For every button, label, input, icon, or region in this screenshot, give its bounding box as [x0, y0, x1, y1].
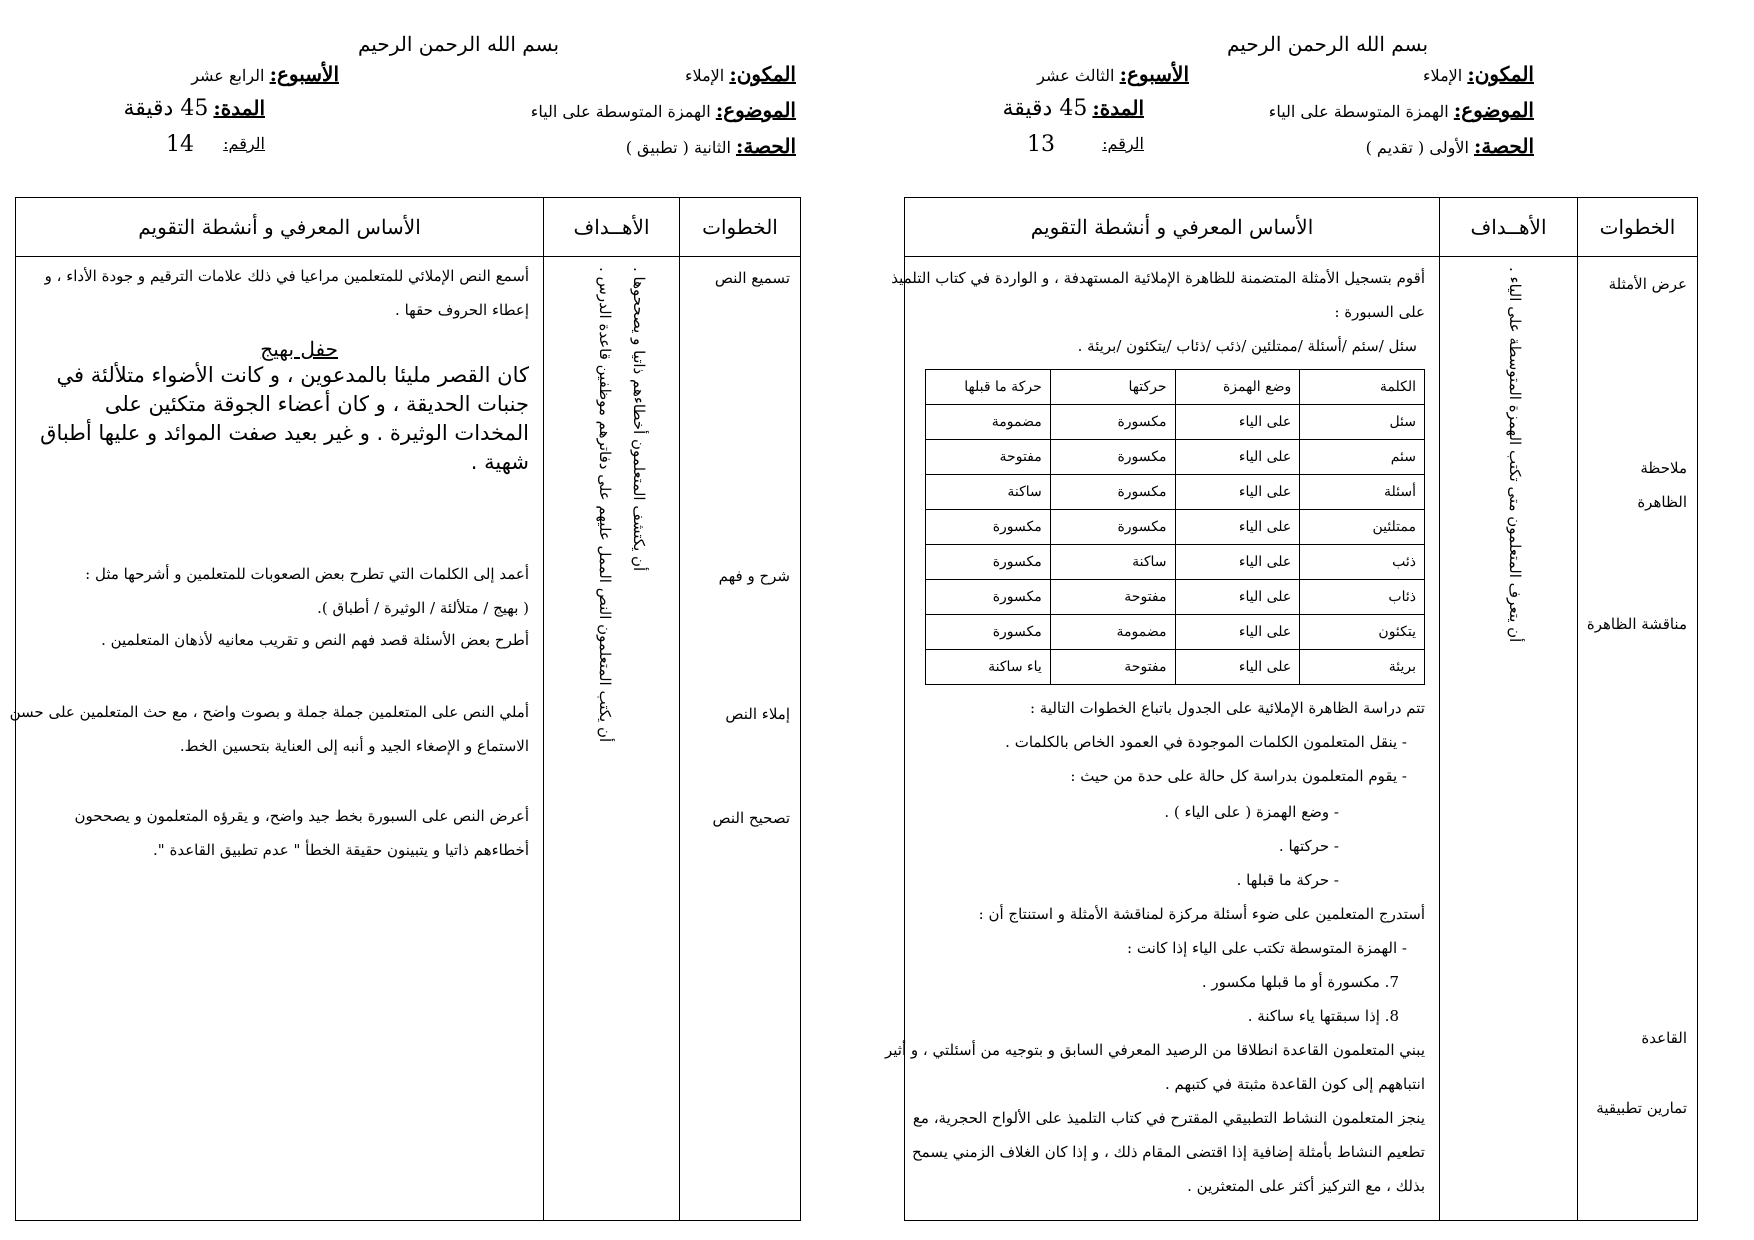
table-cell: مكسورة: [1050, 405, 1175, 440]
duration-value: 45 دقيقة: [1002, 96, 1088, 121]
dictation-line: الاستماع و الإصغاء الجيد و أنبه إلى العناية بتحسين الخط.: [179, 737, 529, 755]
week-field: [1037, 62, 1189, 86]
content-line: تطعيم النشاط بأمثلة إضافية إذا اقتضى المقام ذلك ، و إذا كان الغلاف الزمني يسمح: [911, 1143, 1425, 1161]
table-cell: على الياء: [1175, 615, 1300, 650]
content-column: [9, 257, 544, 1221]
week-label: الأسبوع:: [1119, 62, 1189, 86]
table-cell: يتكئون: [1300, 615, 1425, 650]
table-row: [926, 475, 1425, 510]
content-line: - وضع الهمزة ( على الياء ) .: [1164, 803, 1339, 821]
table-header: وضع الهمزة: [1175, 370, 1300, 405]
table-cell: على الياء: [1175, 580, 1300, 615]
table-cell: مكسورة: [926, 545, 1051, 580]
table-cell: مفتوحة: [1050, 650, 1175, 685]
topic-label: الموضوع:: [715, 98, 796, 122]
step-correction: تصحيح النص: [712, 809, 790, 827]
intro-line: على السبورة :: [1334, 303, 1425, 321]
table-cell: ساكنة: [1050, 545, 1175, 580]
table-row: [926, 440, 1425, 475]
table-cell: ساكنة: [926, 475, 1051, 510]
lesson-table: [884, 197, 1698, 1221]
objectives-column: [1440, 257, 1578, 1221]
table-cell: ياء ساكنة: [926, 650, 1051, 685]
content-line: ينجز المتعلمون النشاط التطبيقي المقترح في كتاب التلميذ على الألواح الحجرية، مع: [912, 1109, 1425, 1127]
analysis-table: [925, 369, 1425, 685]
explain-line: أعمد إلى الكلمات التي تطرح بعض الصعوبات للمتعلمين و أشرحها مثل :: [85, 565, 529, 583]
table-cell: بريئة: [1300, 650, 1425, 685]
topic-field: [1269, 98, 1534, 122]
content-line: - الهمزة المتوسطة تكتب على الياء إذا كانت :: [1127, 939, 1407, 957]
content-line: 8. إذا سبقتها ياء ساكنة .: [1247, 1007, 1399, 1025]
table-cell: على الياء: [1175, 405, 1300, 440]
explain-line: ( بهيج / متلألئة / الوثيرة / أطباق ).: [317, 599, 529, 617]
step-listening: تسميع النص: [714, 269, 790, 287]
component-field: [1423, 62, 1534, 86]
step-observe: ملاحظة: [1640, 459, 1687, 477]
table-row: [926, 580, 1425, 615]
objective-text: أن يتعرف المتعلمون متى تكتب الهمزة المتوسطة على الياء .: [1506, 267, 1524, 643]
correction-line: أعرض النص على السبورة بخط جيد واضح، و يقرؤه المتعلمون و يصححون: [74, 807, 529, 825]
component-value: الإملاء: [1423, 66, 1463, 85]
topic-value: الهمزة المتوسطة على الياء: [1268, 102, 1449, 121]
week-label: الأسبوع:: [269, 62, 339, 86]
step-examples: عرض الأمثلة: [1608, 275, 1687, 293]
content-line: - حركة ما قبلها .: [1236, 871, 1339, 889]
table-cell: مكسورة: [1050, 510, 1175, 545]
table-cell: على الياء: [1175, 510, 1300, 545]
table-header: حركة ما قبلها: [926, 370, 1051, 405]
passage-title: حفل بهيج: [260, 337, 338, 361]
component-field: [685, 62, 796, 86]
component-value: الإملاء: [685, 66, 725, 85]
table-cell: مكسورة: [1050, 475, 1175, 510]
table-cell: ذئب: [1300, 545, 1425, 580]
intro-line: أقوم بتسجيل الأمثلة المتضمنة للظاهرة الإملائية المستهدفة ، و الواردة في كتاب التلميذ: [891, 269, 1425, 287]
session-label: الحصة:: [735, 134, 796, 158]
duration-field: [1002, 96, 1144, 121]
table-cell: على الياء: [1175, 650, 1300, 685]
table-row: [926, 615, 1425, 650]
examples-line: سئل /سئم /أسئلة /ممتلئين /ذئب /ذئاب /يتكئون /بريئة .: [1077, 337, 1417, 355]
table-cell: مضمومة: [1050, 615, 1175, 650]
table-cell: مكسورة: [1050, 440, 1175, 475]
dictation-line: أملي النص على المتعلمين جملة جملة و بصوت واضح ، مع حث المتعلمين على حسن: [9, 703, 529, 721]
week-value: الثالث عشر: [1037, 66, 1115, 85]
basmala: بسم الله الرحمن الرحيم: [1227, 32, 1429, 56]
basmala: بسم الله الرحمن الرحيم: [358, 32, 560, 56]
table-cell: مكسورة: [926, 580, 1051, 615]
table-row: [926, 405, 1425, 440]
content-column: [884, 257, 1440, 1221]
objective-text-1: أن يكتب المتعلمون النص الممل عليهم على دفاترهم موظفين قاعدة الدرس .: [596, 267, 614, 743]
header-content: الأساس المعرفي و أنشطة التقويم: [905, 198, 1440, 257]
content-line: - يقوم المتعلمون بدراسة كل حالة على حدة من حيث :: [1070, 767, 1407, 785]
header-steps: الخطوات: [1578, 198, 1698, 257]
content-line: أستدرج المتعلمين على ضوء أسئلة مركزة لمناقشة الأمثلة و استنتاج أن :: [978, 905, 1425, 923]
content-line: تتم دراسة الظاهرة الإملائية على الجدول باتباع الخطوات التالية :: [1029, 699, 1425, 717]
table-cell: ذئاب: [1300, 580, 1425, 615]
table-cell: على الياء: [1175, 545, 1300, 580]
steps-column: [680, 257, 801, 1221]
table-header: الكلمة: [1300, 370, 1425, 405]
header-content: الأساس المعرفي و أنشطة التقويم: [16, 198, 544, 257]
table-row: [926, 650, 1425, 685]
header-objectives: الأهــداف: [1440, 198, 1578, 257]
header-steps: الخطوات: [680, 198, 801, 257]
number-value: 13: [1027, 132, 1055, 157]
content-line: - ينقل المتعلمون الكلمات الموجودة في العمود الخاص بالكلمات .: [1005, 733, 1407, 751]
topic-label: الموضوع:: [1453, 98, 1534, 122]
explain-line: أطرح بعض الأسئلة قصد فهم النص و تقريب معانيه لأذهان المتعلمين .: [101, 631, 529, 649]
step-discussion: مناقشة الظاهرة: [1586, 615, 1687, 633]
steps-column: [1578, 257, 1698, 1221]
content-line: - حركتها .: [1278, 837, 1339, 855]
duration-value: 45 دقيقة: [123, 96, 209, 121]
session-field: [1366, 134, 1534, 158]
intro-line: أسمع النص الإملائي للمتعلمين مراعيا في ذلك علامات الترقيم و جودة الأداء ، و: [44, 267, 529, 285]
table-cell: مضمومة: [926, 405, 1051, 440]
table-row: [926, 545, 1425, 580]
session-label: الحصة:: [1473, 134, 1534, 158]
number-label: الرقم:: [223, 134, 265, 153]
step-exercises: تمارين تطبيقية: [1596, 1099, 1687, 1117]
table-cell: ممتلئين: [1300, 510, 1425, 545]
table-row: [926, 510, 1425, 545]
topic-field: [531, 98, 796, 122]
table-cell: سئم: [1300, 440, 1425, 475]
step-dictation: إملاء النص: [725, 705, 790, 723]
lesson-table: [9, 197, 801, 1221]
step-phenomenon: الظاهرة: [1637, 493, 1687, 511]
table-cell: مفتوحة: [1050, 580, 1175, 615]
intro-line: إعطاء الحروف حقها .: [395, 301, 529, 319]
number-field: [223, 134, 265, 153]
table-cell: مفتوحة: [926, 440, 1051, 475]
content-line: بذلك ، مع التركيز أكثر على المتعثرين .: [1187, 1177, 1425, 1195]
table-header: حركتها: [1050, 370, 1175, 405]
table-cell: أسئلة: [1300, 475, 1425, 510]
dictation-passage: كان القصر مليئا بالمدعوين ، و كانت الأضواء متلألئة في جنبات الحديقة ، و كان أعضاء الجوقة متكئين على المخدات الوثيرة . و غير بعيد صفت الموائد و عليها أطباق شهية .: [40, 363, 529, 474]
step-rule: القاعدة: [1641, 1029, 1687, 1047]
table-header-row: [926, 370, 1425, 405]
correction-line: أخطاءهم ذاتيا و يتبينون حقيقة الخطأ " عدم تطبيق القاعدة ".: [153, 841, 529, 859]
component-label: المكون:: [729, 62, 796, 86]
number-value: 14: [166, 132, 194, 157]
table-cell: سئل: [1300, 405, 1425, 440]
content-line: يبني المتعلمون القاعدة انطلاقا من الرصيد المعرفي السابق و بتوجيه من أسئلتي ، و أثير: [884, 1041, 1425, 1059]
session-field: [626, 134, 796, 158]
number-field: [1102, 134, 1144, 153]
table-cell: على الياء: [1175, 475, 1300, 510]
duration-label: المدة:: [1092, 96, 1144, 120]
duration-field: [123, 96, 265, 121]
content-line: 7. مكسورة أو ما قبلها مكسور .: [1201, 973, 1399, 991]
objectives-column: [544, 257, 680, 1221]
step-explanation: شرح و فهم: [718, 567, 790, 585]
header-objectives: الأهــداف: [544, 198, 680, 257]
component-label: المكون:: [1467, 62, 1534, 86]
content-line: انتباههم إلى كون القاعدة مثبتة في كتبهم .: [1164, 1075, 1425, 1093]
week-field: [191, 62, 339, 86]
week-value: الرابع عشر: [191, 66, 265, 85]
session-value: الثانية ( تطبيق ): [625, 138, 731, 157]
duration-label: المدة:: [213, 96, 265, 120]
topic-value: الهمزة المتوسطة على الياء: [530, 102, 711, 121]
table-cell: مكسورة: [926, 615, 1051, 650]
table-cell: على الياء: [1175, 440, 1300, 475]
lesson-page-13: [877, 0, 1754, 1240]
number-label: الرقم:: [1102, 134, 1144, 153]
session-value: الأولى ( تقديم ): [1365, 138, 1469, 157]
table-cell: مكسورة: [926, 510, 1051, 545]
objective-text-2: أن يكتشف المتعلمون أخطاءهم ذاتيا و يصححوها .: [630, 267, 648, 572]
